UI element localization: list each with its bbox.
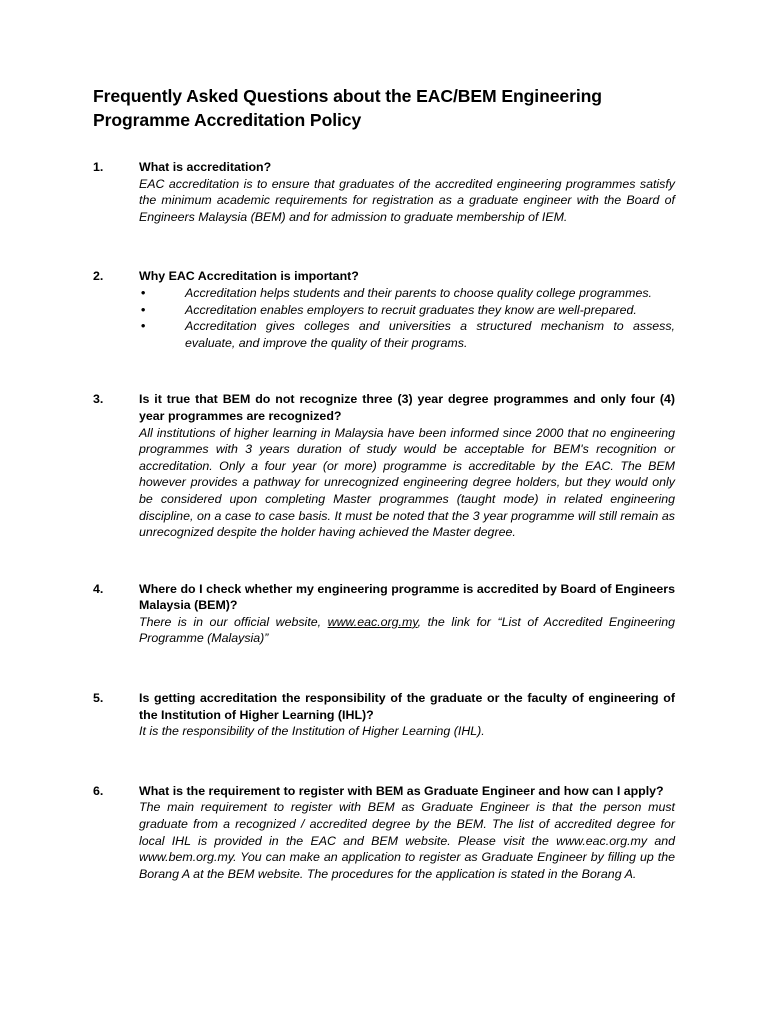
faq-answer: EAC accreditation is to ensure that graduates of the accredited engineering programmes satisfy the minimum academic requirements for registration as a graduate engineer with the Board of Engineers Malaysia (BEM) and for admission to graduate membership of IEM. [139,176,675,224]
faq-question: Why EAC Accreditation is important? [139,269,359,284]
faq-item-3 [93,391,675,540]
faq-body [139,268,675,351]
faq-body [139,391,675,540]
faq-bullet-list [139,285,675,351]
bullet-text: Accreditation enables employers to recruit graduates they know are well-prepared. [185,302,637,317]
faq-body [139,690,675,740]
faq-question: Is it true that BEM do not recognize three (3) year degree programmes and only four (4) year programmes are recognized? [139,392,675,423]
faq-question: Is getting accreditation the responsibility of the graduate or the faculty of engineering of the Institution of Higher Learning (IHL)? [139,691,675,722]
answer-text: There is in our official website, [139,614,328,629]
faq-item-5 [93,690,675,740]
faq-question: What is accreditation? [139,160,272,174]
faq-number: 6. [93,783,104,798]
list-item [139,285,675,302]
faq-item-1 [93,159,675,225]
bullet-text: Accreditation helps students and their parents to choose quality college programmes. [185,285,652,300]
faq-question: What is the requirement to register with BEM as Graduate Engineer and how can I apply? [139,783,664,798]
faq-body [139,159,675,225]
faq-answer: The main requirement to register with BEM as Graduate Engineer is that the person must graduate from a recognized / accredited degree by the BEM. The list of accredited degree for local IHL is provided in the EAC and BEM website. Please visit the www.eac.org.my and www.bem.org.my. You can make an application to register as Graduate Engineer by filling up the Borang A at the BEM website. The procedures for the application is stated in the Borang A. [139,800,675,881]
bullet-icon: • [141,319,146,334]
faq-answer: All institutions of higher learning in Malaysia have been informed since 2000 that no engineering programmes with 3 years duration of study would be acceptable for BEM's recognition or accreditation. Only a four year (or more) programme is accreditable by the EAC. The BEM however provides a pathway for unrecognized engineering degree holders, but they would only be considered upon completing Master programmes (taught mode) in related engineering discipline, on a case to case basis. It must be noted that the 3 year programme will still remain as unrecognized despite the holder having achieved the Master degree. [139,425,675,540]
faq-body [139,581,675,647]
faq-number: 5. [93,691,104,706]
faq-body [139,783,675,883]
faq-answer: It is the responsibility of the Institution of Higher Learning (IHL). [139,724,485,739]
faq-item-4 [93,581,675,647]
bullet-icon: • [141,285,146,300]
bullet-text: Accreditation gives colleges and universities a structured mechanism to assess, evaluate, and improve the quality of their programs. [185,319,675,350]
list-item [139,318,675,351]
faq-number: 4. [93,581,104,596]
faq-number: 2. [93,269,104,284]
bullet-icon: • [141,302,146,317]
faq-number: 1. [93,160,104,174]
faq-question: Where do I check whether my engineering programme is accredited by Board of Engineers Malaysia (BEM)? [139,581,675,613]
faq-item-2 [93,268,675,351]
eac-website-link[interactable]: www.eac.org.my [327,614,418,629]
faq-item-6 [93,783,675,883]
page-title: Frequently Asked Questions about the EAC/BEM Engineering Programme Accreditation Policy [93,86,602,130]
answer-text: , the link for “List of Accredited Engineering Programme (Malaysia)” [139,614,675,646]
faq-answer [139,614,675,647]
faq-number: 3. [93,392,104,407]
list-item [139,302,675,319]
